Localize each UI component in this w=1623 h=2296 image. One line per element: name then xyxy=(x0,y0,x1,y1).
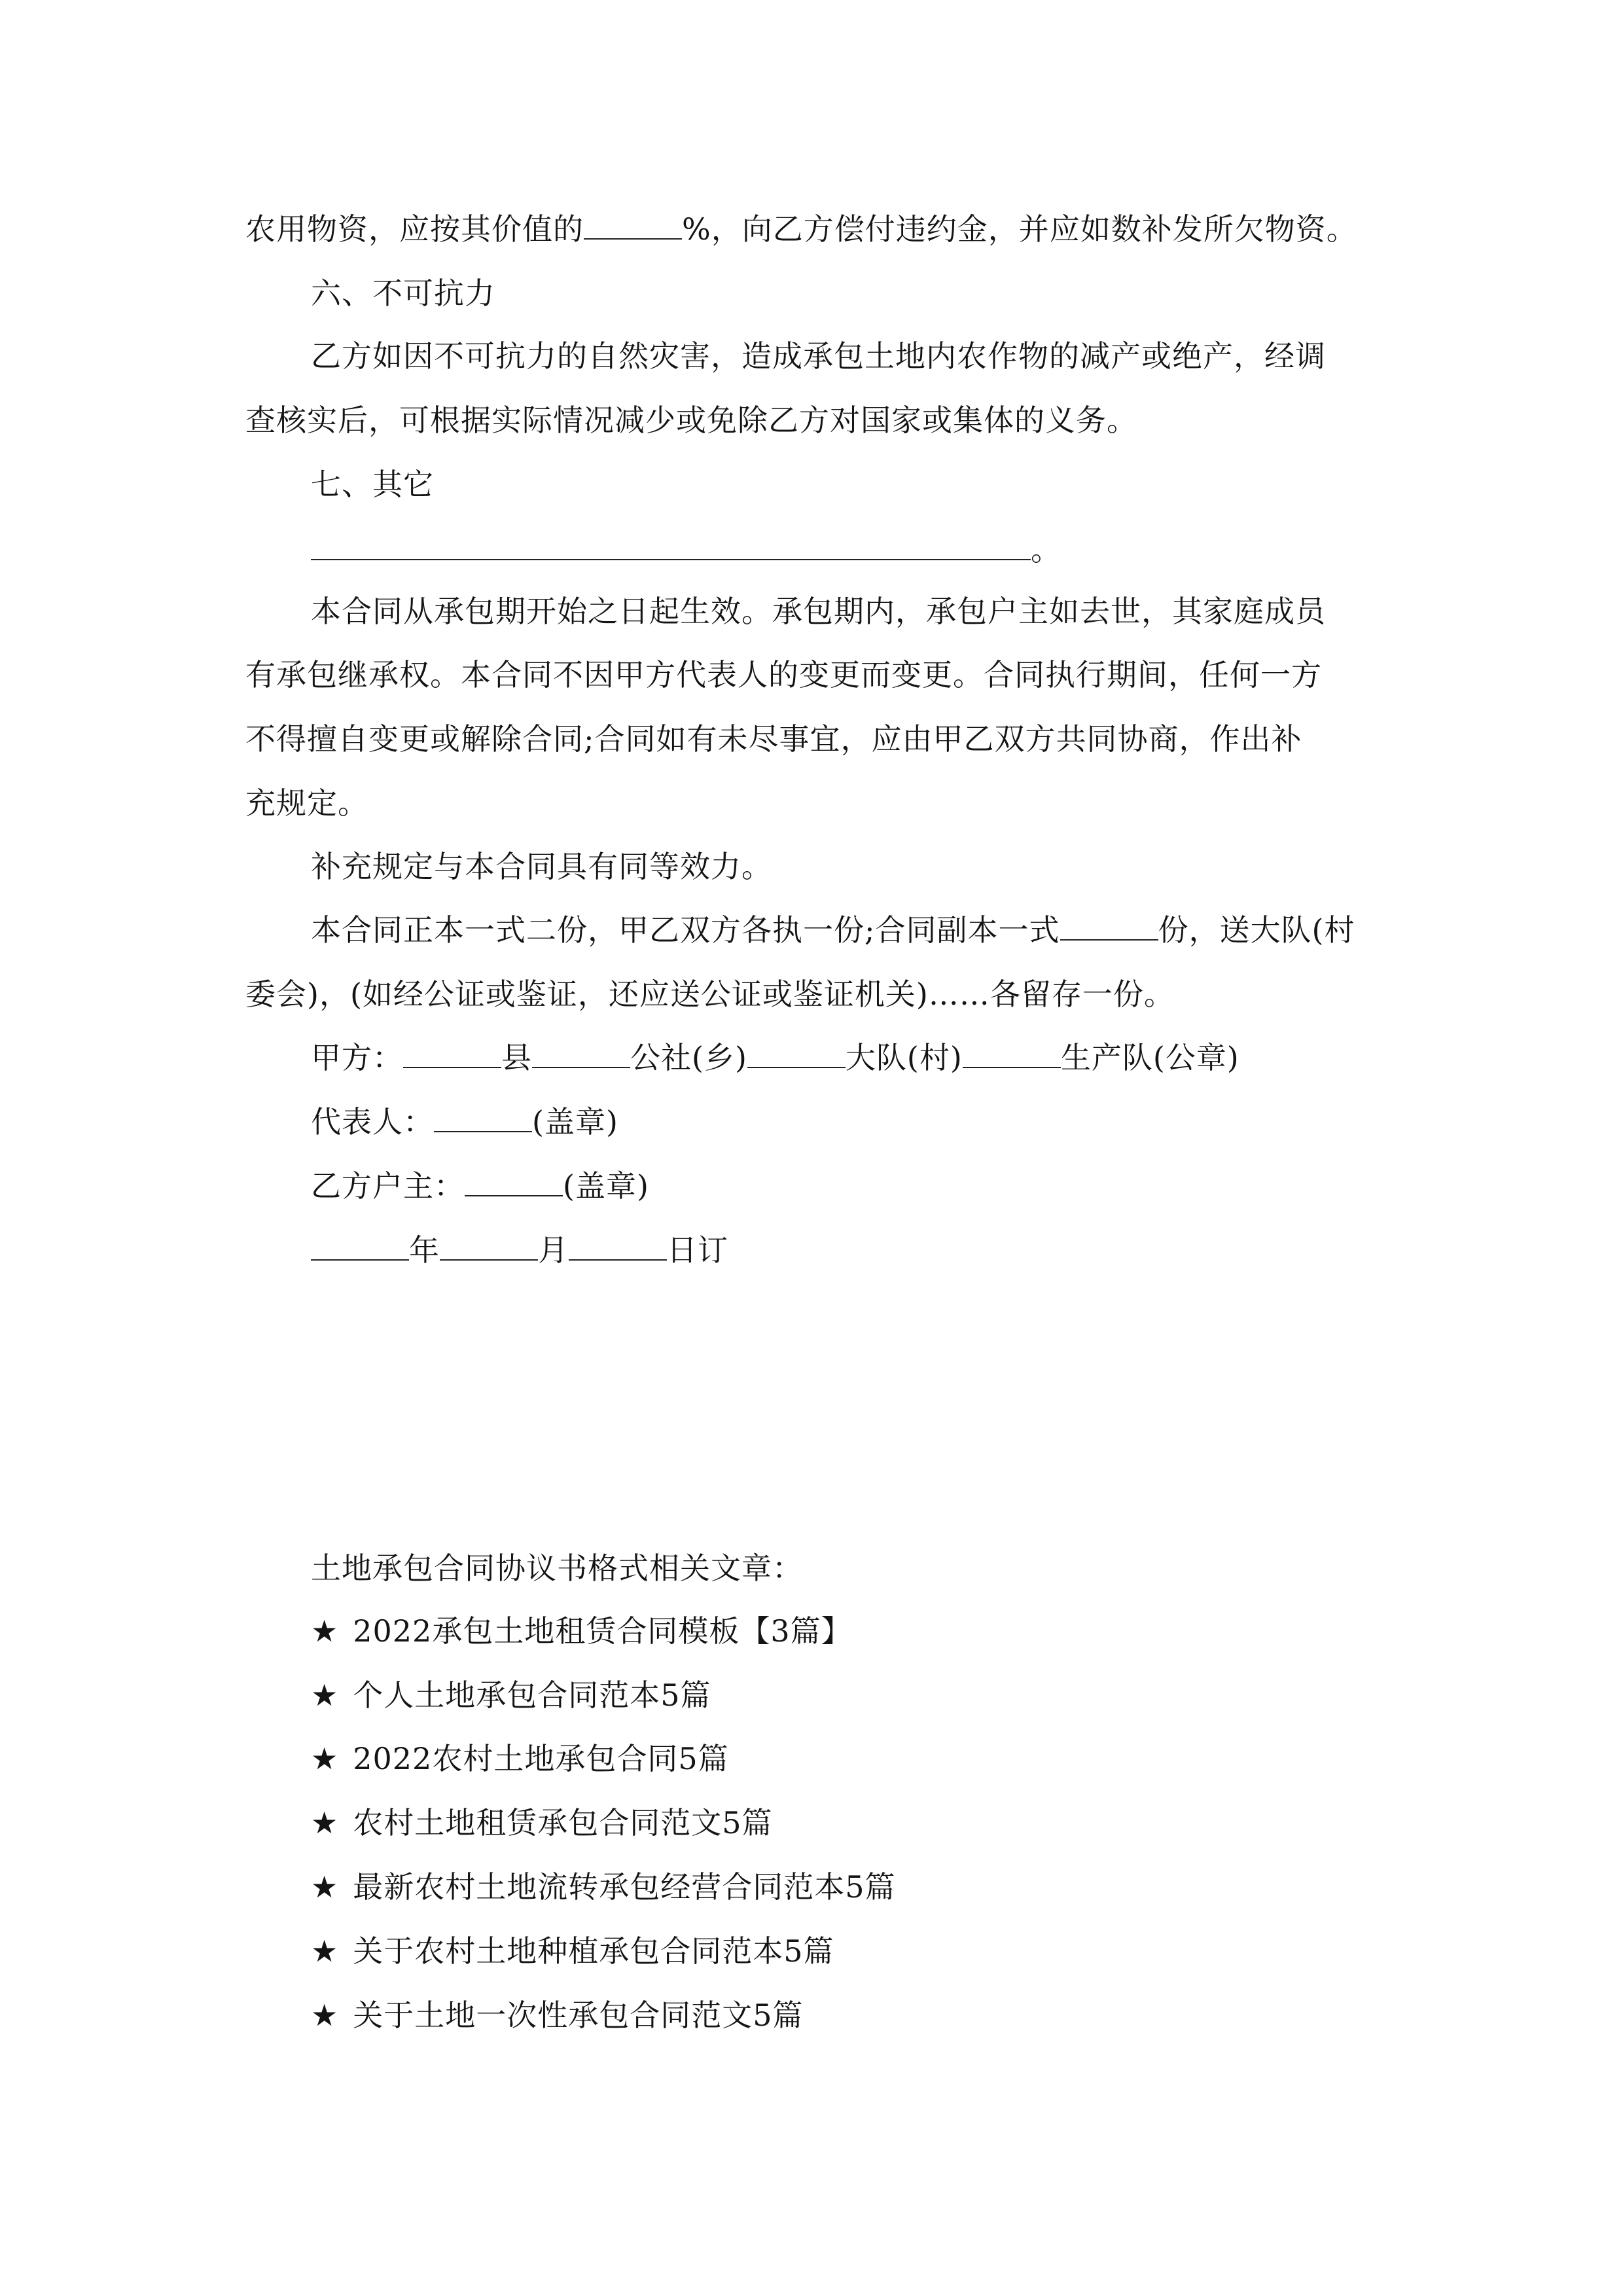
date-line xyxy=(311,1230,1463,1270)
related-article-title: 最新农村土地流转承包经营合同范本5篇 xyxy=(353,1869,896,1905)
party-b-blank xyxy=(465,1166,563,1196)
effectiveness-line-2: 有承包继承权。本合同不因甲方代表人的变更而变更。合同执行期间，任何一方 xyxy=(245,657,1322,692)
representative-line xyxy=(311,1102,1463,1141)
month-label: 月 xyxy=(538,1232,569,1268)
related-article-title: 2022承包土地租赁合同模板【3篇】 xyxy=(353,1613,852,1649)
county-blank xyxy=(403,1038,501,1068)
effectiveness-line-4: 充规定。 xyxy=(245,785,368,821)
related-article-title: 关于土地一次性承包合同范文5篇 xyxy=(353,1998,804,2033)
year-label: 年 xyxy=(409,1232,440,1268)
related-article-title: 个人土地承包合同范本5篇 xyxy=(353,1677,711,1713)
related-article-link[interactable] xyxy=(311,1867,896,1907)
copies-text-a: 本合同正本一式二份，甲乙双方各执一份;合同副本一式 xyxy=(311,912,1060,948)
star-icon: ★ xyxy=(311,1613,339,1649)
party-b-seal: (盖章) xyxy=(563,1168,649,1204)
representative-seal: (盖章) xyxy=(532,1104,618,1139)
copies-line-2: 委会)，(如经公证或鉴证，还应送公证或鉴证机关)……各留存一份。 xyxy=(245,977,1175,1012)
star-icon: ★ xyxy=(311,1998,339,2033)
related-article-title: 农村土地租赁承包合同范文5篇 xyxy=(353,1805,773,1840)
other-terms-line xyxy=(311,530,1463,569)
star-icon: ★ xyxy=(311,1677,339,1713)
party-a-label: 甲方： xyxy=(311,1040,403,1075)
commune-label: 公社(乡) xyxy=(630,1040,747,1075)
party-b-line xyxy=(311,1166,1463,1206)
team-blank xyxy=(963,1038,1061,1068)
related-article-link[interactable] xyxy=(311,1803,773,1842)
other-terms-blank xyxy=(311,530,1031,560)
team-label: 生产队(公章) xyxy=(1060,1040,1240,1075)
representative-label: 代表人： xyxy=(311,1104,434,1139)
effectiveness-line-3: 不得擅自变更或解除合同;合同如有未尽事宜，应由甲乙双方共同协商，作出补 xyxy=(245,721,1302,757)
penalty-text-b: %，向乙方偿付违约金，并应如数补发所欠物资。 xyxy=(682,211,1357,247)
percent-blank xyxy=(584,209,682,240)
day-label: 日订 xyxy=(667,1232,728,1268)
copies-count-blank xyxy=(1060,910,1158,941)
star-icon: ★ xyxy=(311,1933,339,1969)
star-icon: ★ xyxy=(311,1805,339,1840)
force-majeure-line-2: 查核实后，可根据实际情况减少或免除乙方对国家或集体的义务。 xyxy=(245,403,1137,438)
year-blank xyxy=(311,1230,409,1261)
day-blank xyxy=(569,1230,667,1261)
brigade-blank xyxy=(747,1038,846,1068)
representative-blank xyxy=(434,1102,532,1132)
county-label: 县 xyxy=(501,1040,532,1075)
month-blank xyxy=(440,1230,538,1261)
related-article-title: 2022农村土地承包合同5篇 xyxy=(353,1741,729,1776)
related-article-link[interactable] xyxy=(311,1739,729,1778)
related-article-link[interactable] xyxy=(311,1611,852,1651)
related-article-link[interactable] xyxy=(311,1931,834,1971)
party-b-label: 乙方户主： xyxy=(311,1168,465,1204)
effectiveness-line-1: 本合同从承包期开始之日起生效。承包期内，承包户主如去世，其家庭成员 xyxy=(311,594,1326,629)
related-article-title: 关于农村土地种植承包合同范本5篇 xyxy=(353,1933,834,1969)
section-six-title: 六、不可抗力 xyxy=(311,276,495,311)
related-article-link[interactable] xyxy=(311,1996,804,2035)
other-terms-period: 。 xyxy=(1031,532,1061,567)
party-a-line xyxy=(311,1038,1463,1077)
penalty-text-a: 农用物资，应按其价值的 xyxy=(245,211,584,247)
supplement-clause: 补充规定与本合同具有同等效力。 xyxy=(311,849,772,884)
copies-line-1 xyxy=(311,910,1463,950)
related-articles-heading: 土地承包合同协议书格式相关文章： xyxy=(311,1551,803,1586)
star-icon: ★ xyxy=(311,1741,339,1776)
brigade-label: 大队(村) xyxy=(845,1040,963,1075)
star-icon: ★ xyxy=(311,1869,339,1905)
section-seven-title: 七、其它 xyxy=(311,467,434,502)
commune-blank xyxy=(532,1038,630,1068)
force-majeure-line-1: 乙方如因不可抗力的自然灾害，造成承包土地内农作物的减产或绝产，经调 xyxy=(311,338,1326,374)
related-article-link[interactable] xyxy=(311,1676,711,1715)
penalty-paragraph-end xyxy=(245,209,1397,249)
copies-text-b: 份，送大队(村 xyxy=(1158,912,1355,948)
